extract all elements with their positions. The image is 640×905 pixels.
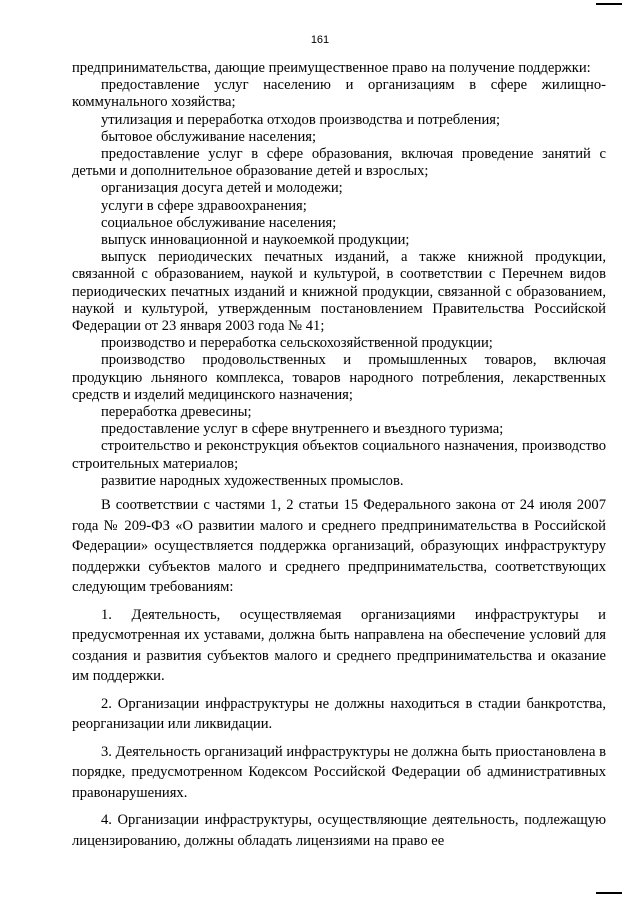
paragraph: развитие народных художественных промыслов. [101, 472, 404, 489]
paragraph: предоставление услуг в сфере внутреннего и въездного туризма; [101, 421, 504, 438]
paragraph: социальное обслуживание населения; [101, 214, 337, 231]
paragraph: выпуск периодических печатных изданий, а также книжной продукции, связанной с образованием, наукой и культурой, в соответствии с Перечнем видов периодических печатных изданий и книжной продукции, связанной с образованием, наукой и культурой, утвержденным постановлением Правительства Российской Федерации от 23 января 2003 года № 41; [72, 249, 606, 335]
page-number: 161 [310, 34, 330, 46]
paragraph: выпуск инновационной и наукоемкой продукции; [101, 232, 410, 249]
paragraph: 3. Деятельность организаций инфраструктуры не должна быть приостановлена в порядке, предусмотренном Кодексом Российской Федерации об административных правонарушениях. [72, 743, 606, 801]
paragraph: переработка древесины; [101, 404, 252, 421]
paragraph: предоставление услуг населению и организациям в сфере жилищно-коммунального хозяйства; [72, 77, 606, 111]
paragraph: услуги в сфере здравоохранения; [101, 197, 307, 214]
paragraph: организация досуга детей и молодежи; [101, 180, 343, 197]
paragraph: строительство и реконструкция объектов социального назначения, производство строительных материалов; [72, 438, 606, 472]
scan-corner-mark-bottom [596, 892, 622, 897]
paragraph: 4. Организации инфраструктуры, осуществляющие деятельность, подлежащую лицензированию, должны обладать лицензиями на право ее [72, 812, 606, 849]
paragraph: 1. Деятельность, осуществляемая организациями инфраструктуры и предусмотренная их уставами, должна быть направлена на обеспечение условий для создания и развития субъектов малого и среднего предпринимательства и оказание им поддержки. [72, 606, 606, 685]
paragraph: В соответствии с частями 1, 2 статьи 15 Федерального закона от 24 июля 2007 года № 209-ФЗ «О развитии малого и среднего предпринимательства в Российской Федерации» осуществляется поддержка организаций, образующих инфраструктуру поддержки субъектов малого и среднего предпринимательства, соответствующих следующим требованиям: [72, 497, 606, 596]
paragraph: производство и переработка сельскохозяйственной продукции; [101, 335, 493, 352]
paragraph: бытовое обслуживание населения; [101, 128, 317, 145]
scan-corner-mark-top [596, 0, 622, 5]
paragraph: 2. Организации инфраструктуры не должны находиться в стадии банкротства, реорганизации или ликвидации. [72, 695, 606, 733]
paragraph: утилизация и переработка отходов производства и потребления; [101, 111, 501, 128]
document-body [72, 60, 606, 851]
paragraph: производство продовольственных и промышленных товаров, включая продукцию льняного комплекса, товаров народного потребления, лекарственных средств и изделий медицинского назначения; [72, 352, 606, 403]
paragraph: предпринимательства, дающие преимущественное право на получение поддержки: [72, 60, 591, 76]
paragraph: предоставление услуг в сфере образования, включая проведение занятий с детьми и дополнительное образование детей и взрослых; [72, 146, 606, 180]
